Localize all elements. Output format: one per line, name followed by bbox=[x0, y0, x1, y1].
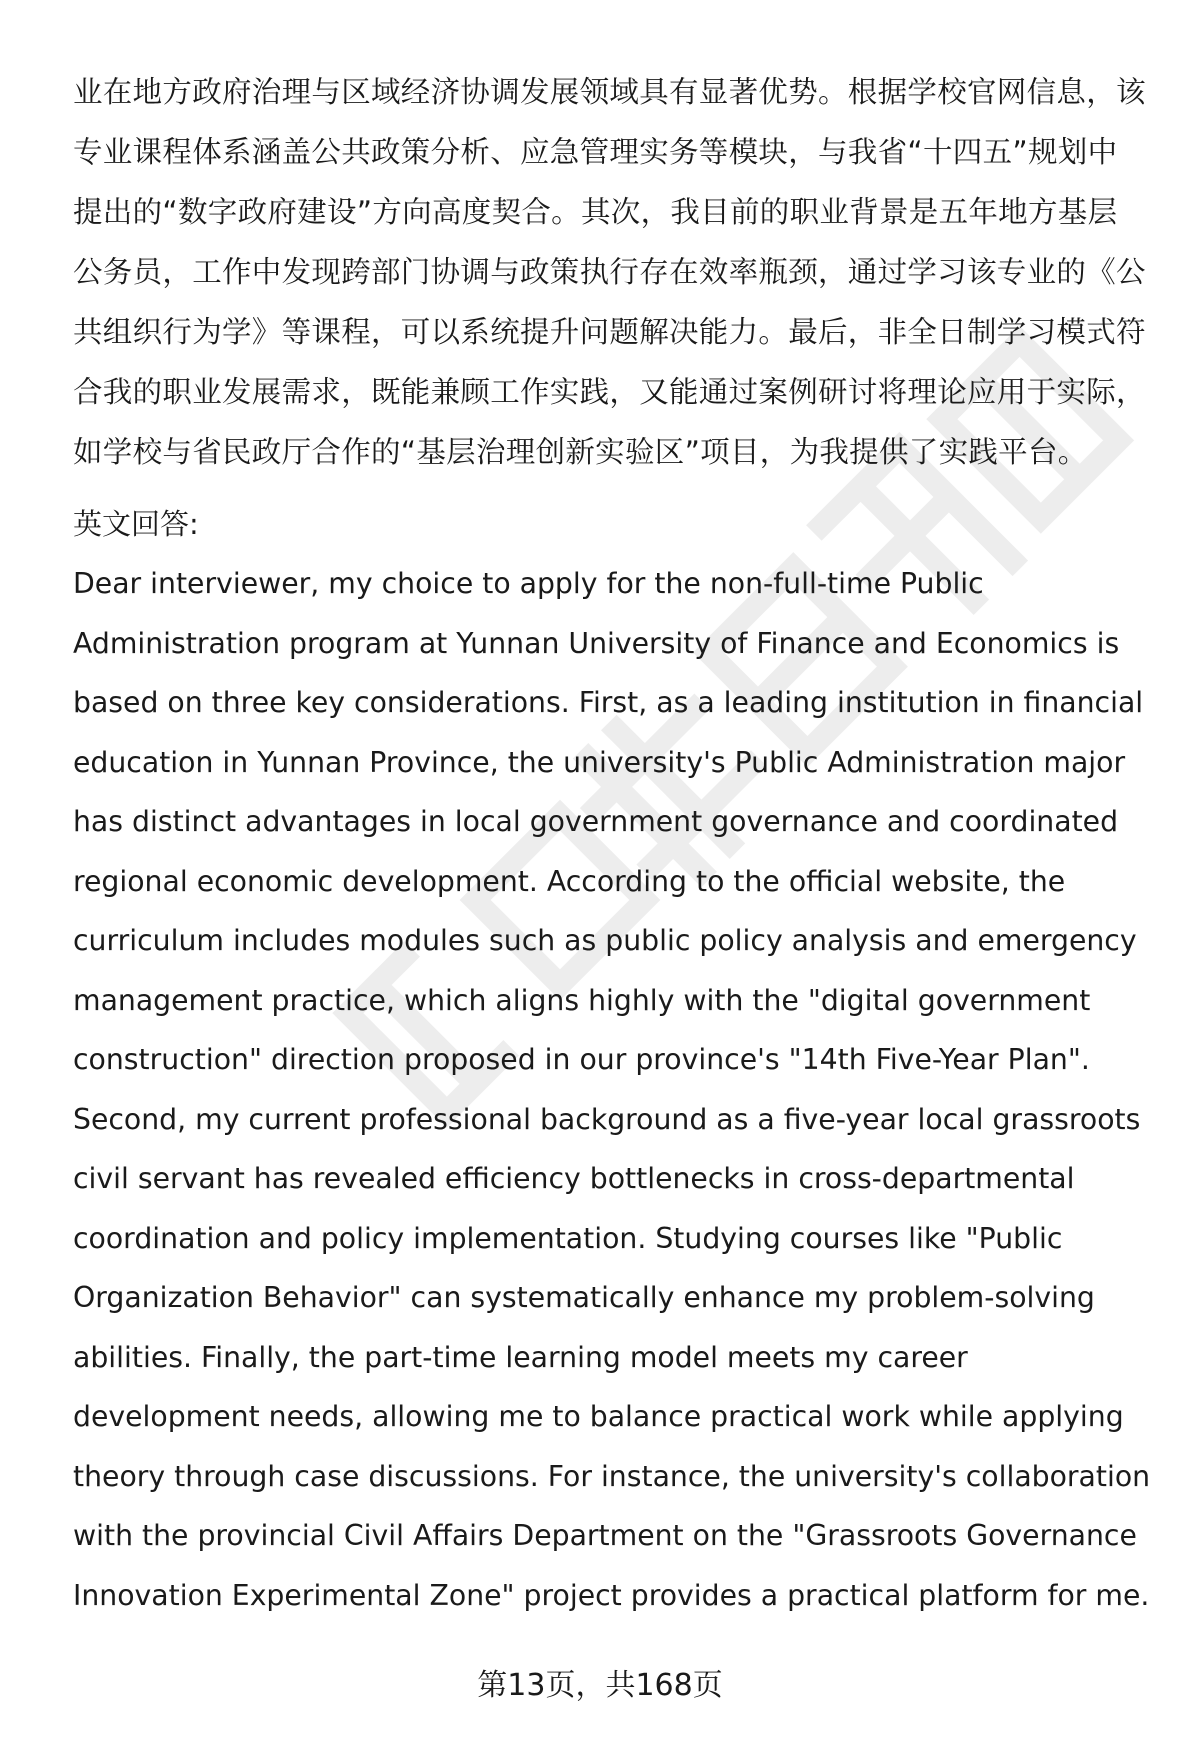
english-line: Administration program at Yunnan University of Finance and Economics is bbox=[73, 626, 1120, 660]
english-line: education in Yunnan Province, the university's Public Administration major bbox=[73, 745, 1126, 779]
english-line: development needs, allowing me to balance practical work while applying bbox=[73, 1400, 1124, 1433]
english-line: construction" direction proposed in our province's "14th Five-Year Plan". bbox=[73, 1043, 1090, 1076]
chinese-line: 专业课程体系涵盖公共政策分析、应急管理实务等模块，与我省“十四五”规划中 bbox=[73, 135, 1118, 169]
english-line: abilities. Finally, the part-time learning model meets my career bbox=[73, 1340, 968, 1374]
chinese-line: 合我的职业发展需求，既能兼顾工作实践，又能通过案例研讨将理论应用于实际， bbox=[73, 375, 1146, 409]
chinese-line: 公务员，工作中发现跨部门协调与政策执行存在效率瓶颈，通过学习该专业的《公 bbox=[73, 255, 1146, 289]
chinese-line: 共组织行为学》等课程，可以系统提升问题解决能力。最后，非全日制学习模式符 bbox=[73, 315, 1146, 349]
english-answer-label: 英文回答: bbox=[73, 507, 199, 541]
english-line: civil servant has revealed efficiency bottlenecks in cross-departmental bbox=[73, 1162, 1075, 1195]
english-line: Second, my current professional background as a five-year local grassroots bbox=[73, 1102, 1141, 1136]
english-line: Organization Behavior" can systematically enhance my problem-solving bbox=[73, 1281, 1095, 1314]
chinese-line: 提出的“数字政府建设”方向高度契合。其次，我目前的职业背景是五年地方基层 bbox=[73, 195, 1118, 229]
english-answer bbox=[73, 554, 1153, 1625]
english-line: based on three key considerations. First, as a leading institution in financial bbox=[73, 686, 1144, 719]
english-line: Innovation Experimental Zone" project provides a practical platform for me. bbox=[73, 1578, 1150, 1612]
chinese-line: 如学校与省民政厅合作的“基层治理创新实验区”项目，为我提供了实践平台。 bbox=[73, 435, 1088, 469]
page-number: 第13页，共168页 bbox=[477, 1668, 723, 1703]
english-line: theory through case discussions. For instance, the university's collaboration bbox=[73, 1459, 1151, 1493]
english-line: coordination and policy implementation. Studying courses like "Public bbox=[73, 1221, 1063, 1255]
english-line: has distinct advantages in local government governance and coordinated bbox=[73, 805, 1119, 838]
english-line: management practice, which aligns highly with the "digital government bbox=[73, 983, 1091, 1017]
english-line: regional economic development. According to the official website, the bbox=[73, 864, 1066, 898]
page-content bbox=[73, 62, 1153, 1625]
english-line: curriculum includes modules such as public policy analysis and emergency bbox=[73, 924, 1137, 957]
english-line: Dear interviewer, my choice to apply for the non-full-time Public bbox=[73, 567, 984, 600]
chinese-answer bbox=[73, 62, 1153, 482]
chinese-line: 业在地方政府治理与区域经济协调发展领域具有显著优势。根据学校官网信息，该 bbox=[73, 75, 1146, 109]
english-line: with the provincial Civil Affairs Department on the "Grassroots Governance bbox=[73, 1519, 1137, 1552]
